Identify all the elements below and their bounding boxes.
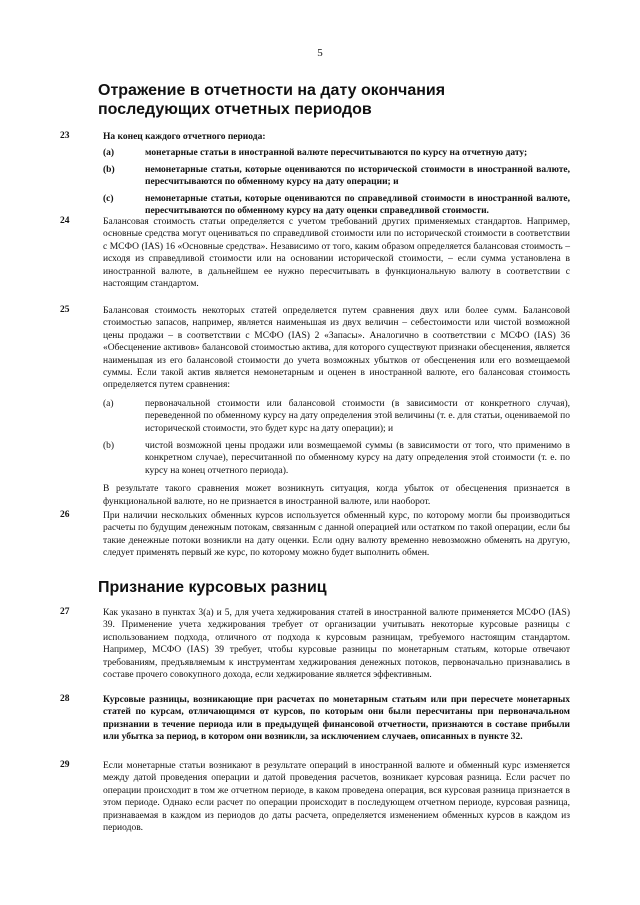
paragraph-25: [60, 305, 570, 508]
list-item-label: (a): [103, 148, 115, 159]
paragraph-closing: В результате такого сравнения может возникнуть ситуация, когда убыток от обесценения признается в функциональной валюте, но не признается в иностранной валюте, или наоборот.: [103, 484, 570, 507]
paragraph-number: 24: [60, 216, 70, 226]
paragraph-number: 28: [60, 694, 70, 704]
list-item: [103, 147, 570, 159]
paragraph-number: 23: [60, 131, 70, 141]
paragraph-text: При наличии нескольких обменных курсов используется обменный курс, по которому могли бы производиться расчеты по будущим денежным потокам, связанным с данной операцией или остатком по такой операции, если бы такие денежные потоки возникли на дату оценки. Если одну валюту временно невозможно обменять на другую, следует применять первый же курс, по которому можно будет выполнить обмен.: [103, 511, 570, 559]
section-heading-reporting: Отражение в отчетности на дату окончания последующих отчетных периодов: [98, 82, 446, 118]
list-item: [103, 440, 570, 477]
paragraph-number: 26: [60, 510, 70, 520]
paragraph-23: [60, 131, 570, 217]
list-item-label: (b): [103, 164, 115, 175]
list-item-text: немонетарные статьи, которые оцениваются по справедливой стоимости в иностранной валюте, пересчитываются по обменному курсу на дату оценки справедливой стоимости.: [145, 193, 570, 217]
list-item-label: (a): [103, 398, 114, 409]
list-item-label: (b): [103, 441, 115, 452]
list-item-text: первоначальной стоимости или балансовой стоимости (в зависимости от конкретного случая), переведенной по обменному курсу на дату определения этой величины (т. е. для статьи, оцениваемой по исторической стоимости, это будет курс на дату операции); и: [145, 398, 570, 434]
paragraph-number: 27: [60, 607, 70, 617]
paragraph-intro: На конец каждого отчетного периода:: [103, 132, 266, 142]
section-heading-exchange-differences: Признание курсовых разниц: [98, 579, 327, 596]
paragraph-number: 25: [60, 305, 70, 315]
paragraph-24: [60, 216, 570, 290]
paragraph-26: [60, 510, 570, 560]
paragraph-text: Если монетарные статьи возникают в результате операций в иностранной валюте и обменный курс изменяется между датой проведения операции и датой проведения расчетов, возникает курсовая разница. Если расчет по операции происходит в том же отчетном периоде, в каком проведена операция, вся курсовая разница признается в этом периоде. Однако если расчет по операции происходит в последующем отчетном периоде, курсовая разница, признаваемая в каждом из периодов до даты расчета, определяется изменением обменных курсов в каждом из периодов.: [103, 761, 570, 834]
list-item-label: (c): [103, 193, 114, 204]
paragraph-text: Курсовые разницы, возникающие при расчетах по монетарным статьям или при пересчете монетарных статей по курсам, отличающимся от курсов, по которым они были пересчитаны при первоначальном признании в течение периода или в предыдущей финансовой отчетности, признаются в составе прибыли или убытка за период, в котором они возникли, за исключением случаев, описанных в пункте 32.: [103, 695, 570, 743]
paragraph-27: [60, 607, 570, 681]
list-item-text: монетарные статьи в иностранной валюте пересчитываются по курсу на отчетную дату;: [145, 148, 528, 159]
list-item-text: чистой возможной цены продажи или возмещаемой суммы (в зависимости от того, что применимо в конкретном случае), пересчитанной по обменному курсу на дату определения этой стоимости (т. е. по курсу на конец отчетного периода).: [145, 441, 570, 476]
list-item: [103, 164, 570, 189]
paragraph-28: [60, 694, 570, 744]
list-item: [103, 193, 570, 218]
list-item: [103, 398, 570, 435]
page-number: 5: [317, 47, 323, 59]
paragraph-number: 29: [60, 760, 70, 770]
paragraph-text: Балансовая стоимость статьи определяется с учетом требований других применяемых стандартов. Например, основные средства могут оцениваться по справедливой стоимости или по исторической стоимости в соответствии с МСФО (IAS) 16 «Основные средства». Независимо от того, каким образом определяется балансовая стоимость – исходя из справедливой стоимости или на основании исторической стоимости, – если сумма установлена в иностранной валюте, в дальнейшем ее нужно пересчитывать в функциональную валюту в соответствии с настоящим стандартом.: [103, 217, 570, 290]
paragraph-text: Балансовая стоимость некоторых статей определяется путем сравнения двух или более сумм. Балансовой стоимостью запасов, например, является наименьшая из двух величин – себестоимости или чистой возможной цены продажи – в соответствии с МСФО (IAS) 2 «Запасы». Аналогично в соответствии с МСФО (IAS) 36 «Обесценение активов» балансовой стоимостью актива, для которого существуют признаки обесценения, является наименьшая из его балансовой стоимости до учета возможных убытков от обесценения или его возмещаемой суммы. Если такой актив является немонетарным и оценен в иностранной валюте, его балансовая стоимость определяется путем сравнения:: [103, 306, 570, 391]
paragraph-text: Как указано в пунктах 3(а) и 5, для учета хеджирования статей в иностранной валюте применяется МСФО (IAS) 39. Применение учета хеджирования требует от организации учитывать некоторые курсовые разницы с использованием подхода, отличного от подхода к курсовым разницам, требуемого настоящим стандартом. Например, МСФО (IAS) 39 требует, чтобы курсовые разницы по монетарным статьям, которые отвечают требованиям, предъявляемым к инструментам хеджирования денежных потоков, первоначально признавались в составе прочего совокупного дохода, если хеджирование является эффективным.: [103, 608, 570, 681]
list-item-text: немонетарные статьи, которые оцениваются по исторической стоимости в иностранной валюте, пересчитываются по обменному курсу на дату операции; и: [145, 164, 570, 188]
paragraph-29: [60, 760, 570, 834]
